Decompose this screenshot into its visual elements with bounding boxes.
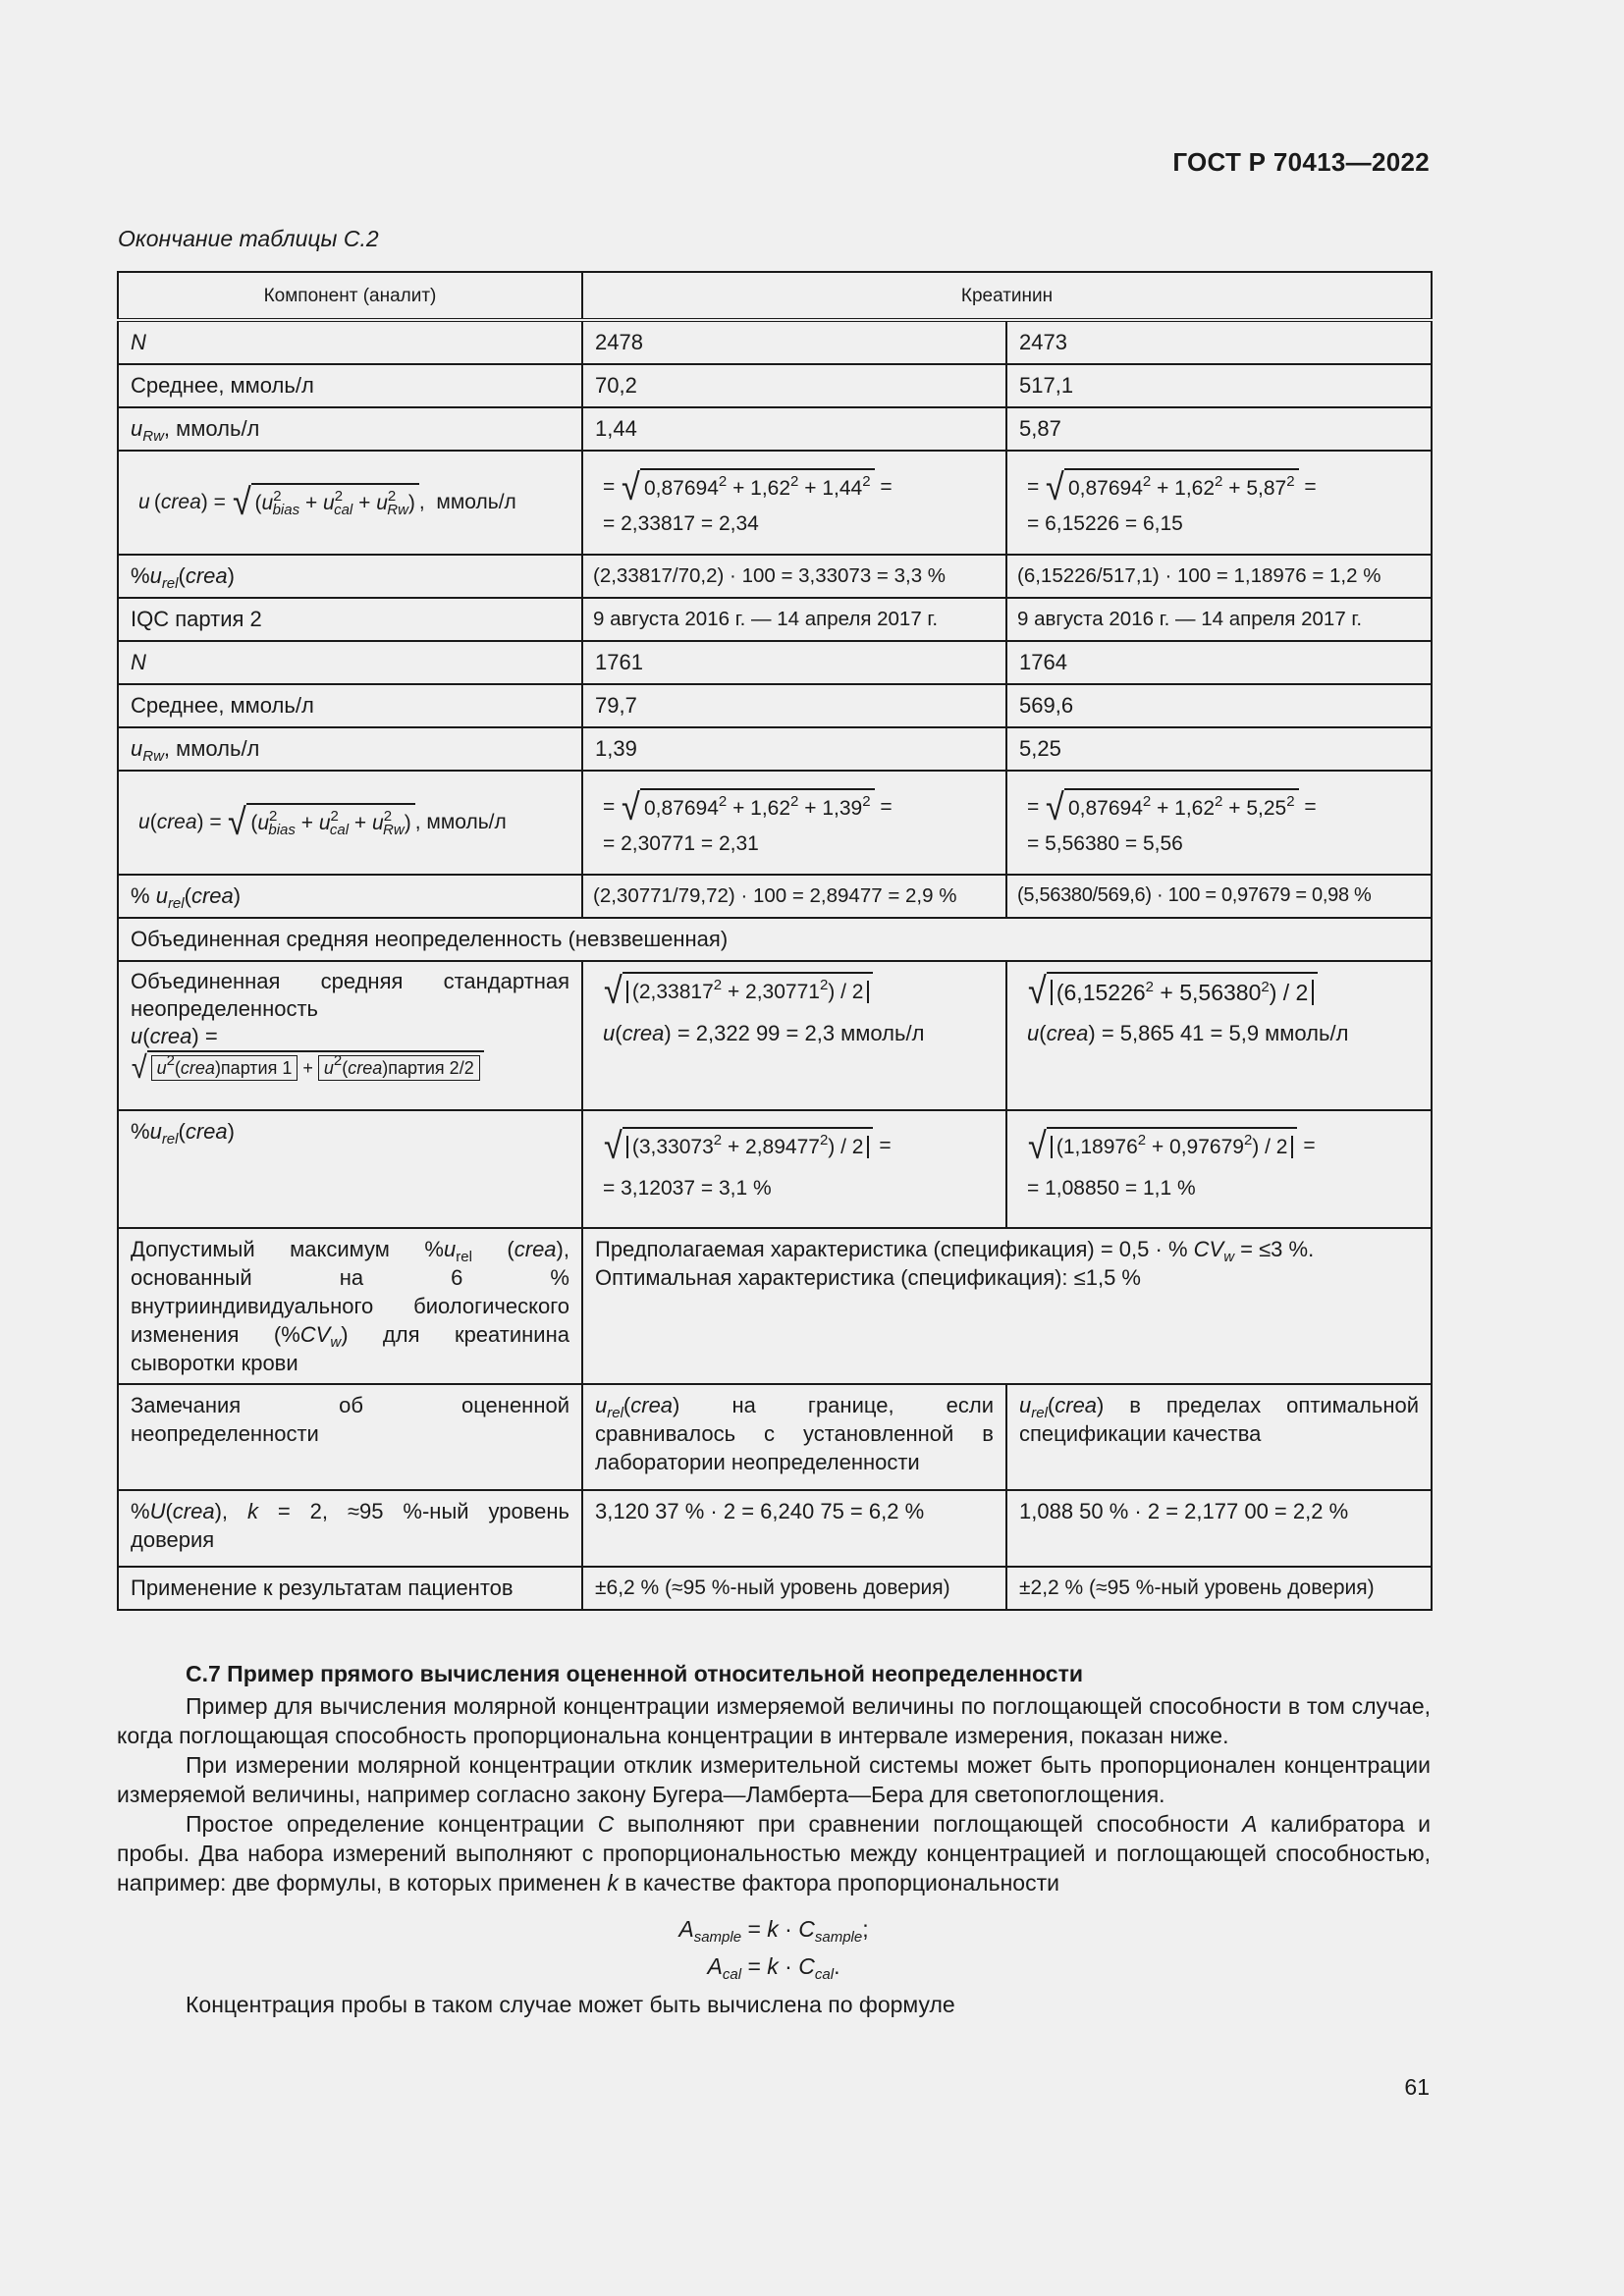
cell-value: 1,44	[582, 407, 1006, 451]
section-c7	[117, 1659, 1431, 2019]
cell-value: 1761	[582, 641, 1006, 684]
paragraph: При измерении молярной концентрации отклик измерительной системы может быть пропорционален концентрации измеряемой величины, например согласно закону Бугера—Ламберта—Бера для светопоглощения.	[117, 1752, 1431, 1807]
cell-value: (5,56380/569,6) · 100 = 0,97679 = 0,98 %	[1006, 875, 1432, 918]
combined-header: Объединенная средняя неопределенность (невзвешенная)	[118, 918, 1432, 961]
paragraph: Концентрация пробы в таком случае может быть вычислена по формуле	[186, 1992, 955, 2017]
cell-value: 2478	[582, 320, 1006, 364]
row-label-allowable: Допустимый максимум $\%u_{rel}$ (crea), основанный на 6 % внутрииндивидуального биологического изменения $(\%CV_w)$ для креатинина сыворотки крови	[118, 1228, 582, 1384]
cell-formula: √ $(3,33073^2 + 2,89477^2) / 2$ = = 3,12037 = 3,1 %	[582, 1110, 1006, 1228]
cell-specification: Предполагаемая характеристика (спецификация) = 0,5 · % $CV_w = \le 3$ %. Оптимальная характеристика (спецификация): ≤1,5 %	[582, 1228, 1432, 1384]
table-row	[118, 918, 1432, 961]
cell-value: 517,1	[1006, 364, 1432, 407]
table-row	[118, 771, 1432, 875]
cell-value: 70,2	[582, 364, 1006, 407]
table-row	[118, 555, 1432, 598]
row-label-combined-rel: $\%u_{rel}(crea)$	[118, 1110, 582, 1228]
cell-remark: $u_{rel}(crea)$ на границе, если сравнивалось с установленной в лаборатории неопределенности	[582, 1384, 1006, 1490]
equation: $A_{sample} = k \cdot C_{sample}$;	[678, 1916, 869, 1946]
table-row	[118, 1384, 1432, 1490]
row-label-urel: $\%u_{rel}(crea)$	[118, 555, 582, 598]
document-id: ГОСТ Р 70413—2022	[1172, 147, 1430, 177]
paragraph: Простое определение концентрации C выполняют при сравнении поглощающей способности A калибратора и пробы. Два набора измерений выполняют с пропорциональностью между концентрацией и поглощающей способностью, например: две формулы, в которых применен k в качестве фактора пропорциональности	[117, 1811, 1431, 1896]
row-label-u-formula: u(crea) = √ $(u^2_{bias} + u^2_{cal} + u^2_{Rw})$ , ммоль/л	[118, 771, 582, 875]
cell-formula: = √ $0,87694^2 + 1,62^2 + 5,87^2$ = = 6,15226 = 6,15	[1006, 451, 1432, 555]
row-label-urel: % $u_{rel}(crea)$	[118, 875, 582, 918]
row-label-mean: Среднее, ммоль/л	[118, 684, 582, 727]
cell-formula: √ $(2,33817^2 + 2,30771^2) / 2$ u(crea) = 2,322 99 = 2,3 ммоль/л	[582, 961, 1006, 1110]
cell-formula: √ $(6,15226^2 + 5,56380^2) / 2$ u(crea) = 5,865 41 = 5,9 ммоль/л	[1006, 961, 1432, 1110]
row-label-n: N	[118, 641, 582, 684]
header-analyte: Креатинин	[582, 272, 1432, 320]
header-component: Компонент (аналит)	[118, 272, 582, 320]
cell-formula: = √ $0,87694^2 + 1,62^2 + 1,39^2$ = = 2,30771 = 2,31	[582, 771, 1006, 875]
table-row	[118, 727, 1432, 771]
row-label-iqc: IQC партия 2	[118, 598, 582, 641]
cell-remark: $u_{rel}(crea)$ в пределах оптимальной спецификации качества	[1006, 1384, 1432, 1490]
table-row	[118, 407, 1432, 451]
table-row	[118, 684, 1432, 727]
paragraph: Пример для вычисления молярной концентрации измеряемой величины по поглощающей способности в том случае, когда поглощающая способность пропорциональна концентрации в интервале измерения, показан ниже.	[117, 1693, 1431, 1748]
cell-value: 9 августа 2016 г. — 14 апреля 2017 г.	[582, 598, 1006, 641]
cell-value: 79,7	[582, 684, 1006, 727]
cell-value: ±2,2 % (≈95 %-ный уровень доверия)	[1006, 1567, 1432, 1610]
row-label-application: Применение к результатам пациентов	[118, 1567, 582, 1610]
table-row	[118, 598, 1432, 641]
row-label-mean: Среднее, ммоль/л	[118, 364, 582, 407]
table-row	[118, 1228, 1432, 1384]
table-row	[118, 1567, 1432, 1610]
row-label-combined: Объединенная средняя стандартная неопределенность u(crea) = √ $u^2(crea)партия$ $1 + u^2(crea)партия$ 2/2	[118, 961, 582, 1110]
table-caption: Окончание таблицы С.2	[118, 226, 379, 251]
row-label-urw: $u_{Rw}$, ммоль/л	[118, 407, 582, 451]
uncertainty-table	[117, 271, 1433, 1611]
cell-value: 1,39	[582, 727, 1006, 771]
table-row	[118, 1110, 1432, 1228]
table-row	[118, 641, 1432, 684]
row-label-u-formula: u (crea) = √ $(u^2_{bias} + u^2_{cal} + u^2_{Rw})$ , ммоль/л	[118, 451, 582, 555]
cell-value: 1764	[1006, 641, 1432, 684]
row-label-n: N	[118, 320, 582, 364]
cell-value: 5,87	[1006, 407, 1432, 451]
table-row	[118, 320, 1432, 364]
table-row	[118, 961, 1432, 1110]
row-label-urw: $u_{Rw}$, ммоль/л	[118, 727, 582, 771]
section-title: С.7 Пример прямого вычисления оцененной относительной неопределенности	[186, 1661, 1083, 1686]
cell-value: 569,6	[1006, 684, 1432, 727]
cell-value: (6,15226/517,1) · 100 = 1,18976 = 1,2 %	[1006, 555, 1432, 598]
cell-value: ±6,2 % (≈95 %-ный уровень доверия)	[582, 1567, 1006, 1610]
cell-value: (2,33817/70,2) · 100 = 3,33073 = 3,3 %	[582, 555, 1006, 598]
cell-value: 9 августа 2016 г. — 14 апреля 2017 г.	[1006, 598, 1432, 641]
cell-formula: = √ $0,87694^2 + 1,62^2 + 1,44^2$ = = 2,33817 = 2,34	[582, 451, 1006, 555]
table-header-row	[118, 272, 1432, 320]
row-label-remarks: Замечания об оцененной неопределенности	[118, 1384, 582, 1490]
cell-value: 1,088 50 % · 2 = 2,177 00 = 2,2 %	[1006, 1490, 1432, 1567]
page-number: 61	[1404, 2074, 1430, 2100]
table-row	[118, 364, 1432, 407]
table-row	[118, 1490, 1432, 1567]
equation: $A_{cal} = k \cdot C_{cal}$.	[707, 1953, 840, 1983]
cell-value: (2,30771/79,72) · 100 = 2,89477 = 2,9 %	[582, 875, 1006, 918]
table-row	[118, 875, 1432, 918]
cell-value: 5,25	[1006, 727, 1432, 771]
row-label-expanded: %U(crea), k = 2, ≈95 %-ный уровень доверия	[118, 1490, 582, 1567]
table-row	[118, 451, 1432, 555]
cell-formula: = √ $0,87694^2 + 1,62^2 + 5,25^2$ = = 5,56380 = 5,56	[1006, 771, 1432, 875]
cell-value: 2473	[1006, 320, 1432, 364]
cell-formula: √ $(1,18976^2 + 0,97679^2) / 2$ = = 1,08850 = 1,1 %	[1006, 1110, 1432, 1228]
cell-value: 3,120 37 % · 2 = 6,240 75 = 6,2 %	[582, 1490, 1006, 1567]
